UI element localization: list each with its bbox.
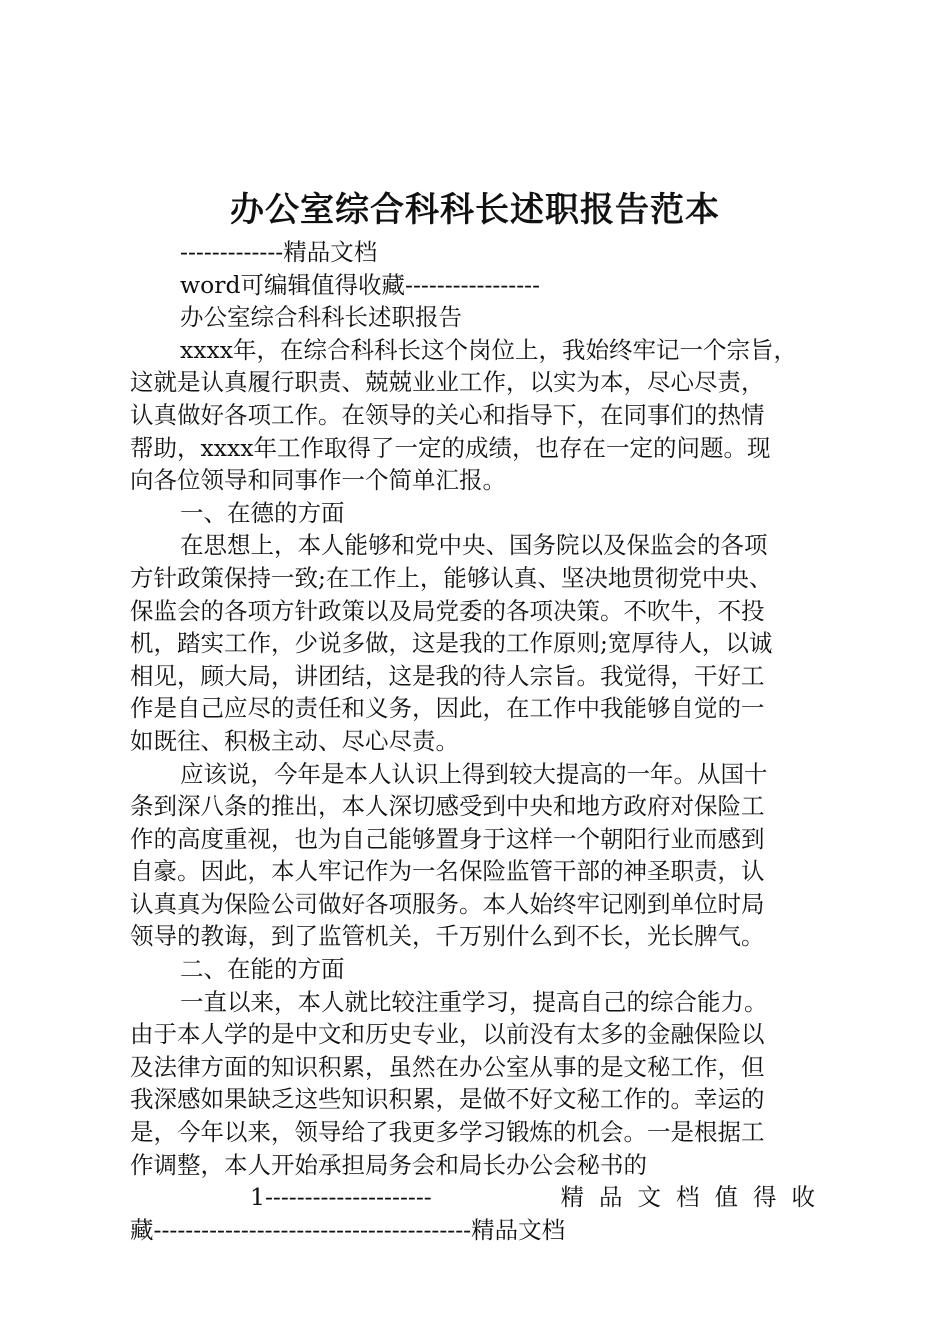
paragraph-line: 作是自己应尽的责任和义务，因此，在工作中我能够自觉的一 bbox=[130, 694, 765, 723]
paragraph-line: 及法律方面的知识积累，虽然在办公室从事的是文秘工作，但 bbox=[130, 1052, 765, 1081]
paragraph-line: 作的高度重视，也为自己能够置身于这样一个朝阳行业而感到 bbox=[130, 824, 765, 853]
paragraph-line: 方针政策保持一致;在工作上，能够认真、坚决地贯彻党中央、 bbox=[130, 563, 773, 592]
document-body bbox=[130, 236, 830, 1246]
paragraph-line: 我深感如果缺乏这些知识积累，是做不好文秘工作的。幸运的 bbox=[130, 1085, 765, 1114]
paragraph-line: 条到深八条的推出，本人深切感受到中央和地方政府对保险工 bbox=[130, 792, 765, 821]
header-line: -------------精品文档 bbox=[180, 238, 378, 266]
page-footer-line: 藏----------------------------------------精品文档 bbox=[130, 1215, 566, 1244]
section-heading: 一、在德的方面 bbox=[180, 498, 345, 527]
paragraph-line: 保监会的各项方针政策以及局党委的各项决策。不吹牛，不投 bbox=[130, 596, 765, 625]
paragraph-line: 认真真为保险公司做好各项服务。本人始终牢记刚到单位时局 bbox=[130, 889, 765, 918]
paragraph-line: 应该说，今年是本人认识上得到较大提高的一年。从国十 bbox=[180, 759, 768, 788]
paragraph-line: 机，踏实工作，少说多做，这是我的工作原则;宽厚待人，以诚 bbox=[130, 629, 773, 658]
paragraph-line: 由于本人学的是中文和历史专业，以前没有太多的金融保险以 bbox=[130, 1020, 765, 1049]
page-footer bbox=[130, 1181, 830, 1214]
paragraph-line: xxxx年，在综合科科长这个岗位上，我始终牢记一个宗旨， bbox=[180, 335, 798, 364]
section-heading: 二、在能的方面 bbox=[180, 955, 345, 984]
paragraph-line: 帮助，xxxx年工作取得了一定的成绩，也存在一定的问题。现 bbox=[130, 433, 771, 462]
paragraph-line: 一直以来，本人就比较注重学习，提高自己的综合能力。 bbox=[180, 987, 768, 1016]
paragraph-line: 认真做好各项工作。在领导的关心和指导下，在同事们的热情 bbox=[130, 400, 765, 429]
document-title: 办公室综合科科长述职报告范本 bbox=[230, 190, 720, 230]
paragraph-line: 自豪。因此，本人牢记作为一名保险监管干部的神圣职责，认 bbox=[130, 857, 765, 886]
header-line: word可编辑值得收藏----------------- bbox=[180, 270, 541, 299]
paragraph-line: 向各位领导和同事作一个简单汇报。 bbox=[130, 466, 506, 495]
paragraph-line: 相见，顾大局，讲团结，这是我的待人宗旨。我觉得，干好工 bbox=[130, 661, 765, 690]
paragraph-line: 是，今年以来，领导给了我更多学习锻炼的机会。一是根据工 bbox=[130, 1118, 765, 1147]
paragraph-line: 作调整，本人开始承担局务会和局长办公会秘书的 bbox=[130, 1150, 647, 1179]
paragraph-line: 领导的教诲，到了监管机关，千万别什么到不长，光长脾气。 bbox=[130, 922, 765, 951]
paragraph-line: 在思想上，本人能够和党中央、国务院以及保监会的各项 bbox=[180, 531, 768, 560]
paragraph-line: 这就是认真履行职责、兢兢业业工作，以实为本，尽心尽责， bbox=[130, 368, 765, 397]
footer-watermark-text: 精品文档值得收 bbox=[560, 1183, 830, 1212]
report-subtitle: 办公室综合科科长述职报告 bbox=[180, 303, 462, 332]
page-number: 1--------------------- bbox=[250, 1183, 432, 1212]
paragraph-line: 如既往、积极主动、尽心尽责。 bbox=[130, 726, 459, 755]
